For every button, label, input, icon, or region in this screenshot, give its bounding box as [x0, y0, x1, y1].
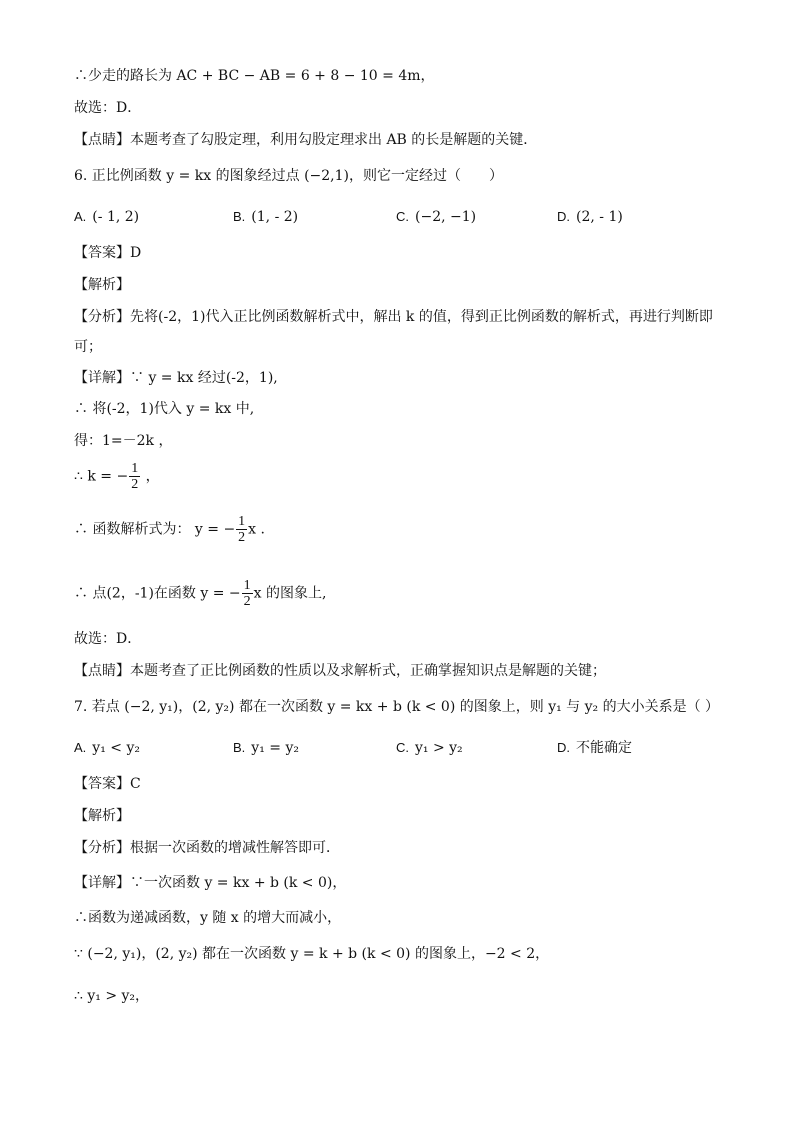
detail-6-function-expression	[74, 514, 265, 545]
fraction-denominator: 2	[243, 594, 251, 609]
option-label: A.	[74, 740, 87, 755]
answer-7: 【答案】C	[74, 776, 141, 792]
option-7-b	[233, 738, 299, 758]
option-value: (‑ 1, 2)	[92, 209, 140, 225]
detail-7-line-3: ∵ (−2, y₁)，(2, y₂) 都在一次函数 y = k + b (k < 0) 的图象上，−2 < 2，	[74, 946, 550, 962]
fraction-denominator: 2	[131, 477, 139, 492]
text-line-choice: 故选：D．	[74, 100, 142, 116]
option-7-a	[74, 738, 140, 758]
k-value-prefix: ∴ k = −	[74, 468, 129, 485]
option-value: y₁ < y₂	[92, 740, 140, 756]
fraction-numerator: 1	[238, 514, 246, 529]
expression-prefix: ∴ 函数解析式为： y = −	[74, 521, 236, 538]
analysis-7: 【分析】根据一次函数的增减性解答即可．	[74, 840, 340, 856]
option-value: y₁ = y₂	[251, 740, 299, 756]
option-label: B.	[233, 209, 246, 224]
option-6-c	[396, 207, 476, 227]
detail-6-line-2: ∴ 将(-2，1)代入 y = kx 中,	[74, 401, 255, 417]
detail-6-line-1: 【详解】∵ y = kx 经过(-2，1),	[74, 370, 278, 386]
text-line-choice-6: 故选：D．	[74, 631, 142, 647]
detail-7-line-4: ∴ y₁ > y₂，	[74, 988, 150, 1004]
detail-6-k-value	[74, 461, 160, 492]
analysis-6-line-1: 【分析】先将(-2，1)代入正比例函数解析式中，解出 k 的值，得到正比例函数的解析式，再进行判断即	[74, 309, 713, 325]
option-label: A.	[74, 209, 87, 224]
detail-6-line-3: 得：1=－2k ，	[74, 433, 173, 449]
analysis-6-line-2: 可；	[74, 339, 102, 355]
option-7-d	[557, 738, 632, 758]
jiexi-7-heading: 【解析】	[74, 808, 130, 824]
point-check-suffix: x 的图象上,	[253, 585, 327, 602]
option-label: B.	[233, 740, 246, 755]
option-6-d	[557, 207, 623, 227]
text-line-total-distance: ∴少走的路长为 AC + BC − AB = 6 + 8 − 10 = 4m，	[74, 68, 435, 84]
question-6-stem: 6. 正比例函数 y = kx 的图象经过点 (−2,1)，则它一定经过（ ）	[74, 168, 503, 184]
option-value: (2, ‑ 1)	[576, 209, 623, 225]
option-6-b	[233, 207, 298, 227]
option-label: D.	[557, 740, 570, 755]
option-label: C.	[396, 209, 409, 224]
expression-suffix: x .	[248, 521, 265, 538]
option-value: (1, ‑ 2)	[251, 209, 299, 225]
option-value: y₁ > y₂	[415, 740, 463, 756]
option-value: (−2, −1)	[415, 209, 477, 225]
text-line-dianjing-5: 【点睛】本题考查了勾股定理，利用勾股定理求出 AB 的长是解题的关键．	[74, 132, 538, 148]
fraction-denominator: 2	[238, 530, 246, 545]
option-label: D.	[557, 209, 570, 224]
fraction-numerator: 1	[131, 461, 139, 476]
point-check-prefix: ∴ 点(2，-1)在函数 y = −	[74, 585, 241, 602]
dianjing-6: 【点睛】本题考查了正比例函数的性质以及求解析式，正确掌握知识点是解题的关键；	[74, 663, 606, 679]
option-value: 不能确定	[576, 740, 632, 756]
detail-6-point-check	[74, 578, 326, 609]
fraction-one-half	[236, 514, 247, 545]
fraction-one-half	[242, 578, 253, 609]
option-7-c	[396, 738, 463, 758]
option-label: C.	[396, 740, 409, 755]
question-7-stem: 7. 若点 (−2, y₁)，(2, y₂) 都在一次函数 y = kx + b (k < 0) 的图象上，则 y₁ 与 y₂ 的大小关系是（ ）	[74, 699, 720, 715]
fraction-numerator: 1	[243, 578, 251, 593]
detail-7-line-1: 【详解】∵一次函数 y = kx + b (k < 0)，	[74, 875, 347, 891]
answer-6: 【答案】D	[74, 245, 142, 261]
k-value-suffix: ，	[141, 468, 160, 485]
fraction-one-half	[129, 461, 140, 492]
detail-7-line-2: ∴函数为递减函数，y 随 x 的增大而减小，	[74, 910, 342, 926]
jiexi-6-heading: 【解析】	[74, 277, 130, 293]
option-6-a	[74, 207, 139, 227]
